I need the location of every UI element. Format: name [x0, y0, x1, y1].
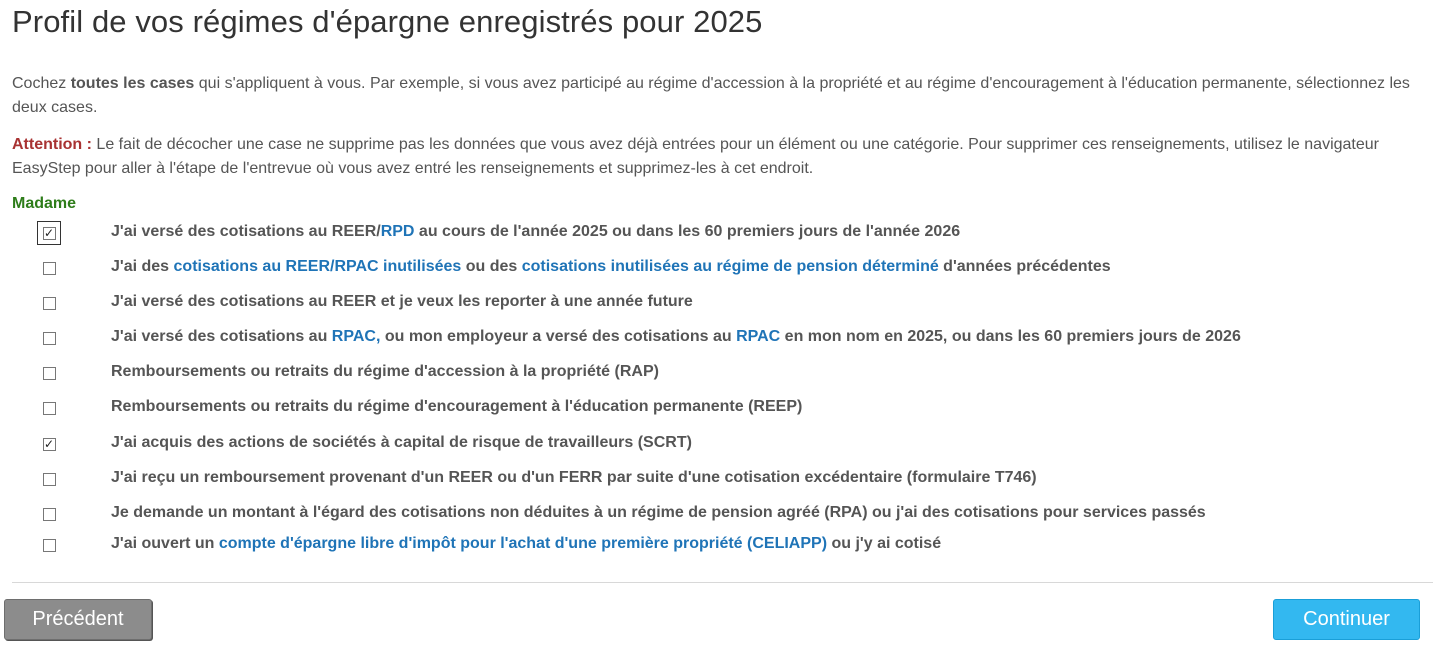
checkbox-wrapper — [37, 533, 61, 557]
option-link[interactable]: RPD — [380, 223, 415, 240]
checkbox-wrapper — [37, 361, 61, 385]
warning-body: Le fait de décocher une case ne supprime pas les données que vous avez déjà entrées pour un élément ou une catégorie. Pour supprimer ces renseignements, utilisez le navigateur EasyStep pour aller à l'étape de l'entrevue où vous avez entré les renseignements et supprimez-les à cet endroit. — [12, 136, 1379, 177]
intro-pre: Cochez — [12, 75, 71, 92]
checkbox[interactable] — [43, 539, 56, 552]
option-text: Je demande un montant à l'égard des cotisations non déduites à un régime de pension agréé (RPA) ou j'ai des cotisations pour services passés — [111, 504, 1206, 521]
option-row — [12, 394, 1433, 422]
option-text: J'ai acquis des actions de sociétés à capital de risque de travailleurs (SCRT) — [111, 434, 692, 451]
option-link[interactable]: compte d'épargne libre d'impôt pour l'achat d'une première propriété (CELIAPP) — [218, 535, 828, 552]
option-row — [12, 324, 1433, 352]
warning-text — [12, 133, 1433, 181]
option-link[interactable]: cotisations inutilisées au régime de pension déterminé — [521, 258, 939, 275]
option-text: en mon nom en 2025, ou dans les 60 premiers jours de 2026 — [780, 328, 1241, 345]
previous-button[interactable]: Précédent — [4, 599, 152, 640]
divider — [12, 582, 1433, 583]
checkbox-wrapper — [37, 221, 61, 245]
check-icon: ✓ — [43, 437, 55, 451]
option-row — [12, 531, 1433, 559]
warning-label: Attention : — [12, 136, 92, 153]
checkbox-checked[interactable] — [43, 227, 56, 240]
checkbox-wrapper — [37, 502, 61, 526]
option-text: Remboursements ou retraits du régime d'accession à la propriété (RAP) — [111, 363, 659, 380]
continue-button[interactable]: Continuer — [1273, 599, 1420, 640]
checkbox-wrapper — [37, 256, 61, 280]
option-label — [111, 504, 1206, 522]
option-text: ou mon employeur a versé des cotisations au — [380, 328, 737, 345]
option-text: J'ai versé des cotisations au REER/ — [111, 223, 381, 240]
option-text: ou des — [461, 258, 522, 275]
option-text: J'ai versé des cotisations au — [111, 328, 332, 345]
option-text: ou j'y ai cotisé — [827, 535, 942, 552]
checkbox-wrapper — [37, 326, 61, 350]
intro-bold: toutes les cases — [70, 75, 195, 92]
option-link[interactable]: cotisations au REER/RPAC inutilisées — [173, 258, 462, 275]
option-link[interactable]: RPAC — [736, 328, 781, 345]
option-row — [12, 289, 1433, 317]
option-text: J'ai des — [111, 258, 174, 275]
option-label — [111, 535, 941, 553]
option-label — [111, 223, 960, 241]
option-row — [12, 219, 1433, 247]
option-text: d'années précédentes — [938, 258, 1111, 275]
option-label — [111, 469, 1037, 487]
intro-post: qui s'appliquent à vous. Par exemple, si vous avez participé au régime d'accession à la propriété et au régime d'encouragement à l'éducation permanente, sélectionnez les deux cases. — [12, 75, 1410, 116]
checkbox[interactable] — [43, 367, 56, 380]
option-text: au cours de l'année 2025 ou dans les 60 premiers jours de l'année 2026 — [414, 223, 961, 240]
checkbox[interactable] — [43, 473, 56, 486]
option-label — [111, 293, 693, 311]
option-row — [12, 500, 1433, 528]
checkbox-wrapper — [37, 432, 61, 456]
checkbox[interactable] — [43, 508, 56, 521]
checkbox-checked[interactable] — [43, 438, 56, 451]
option-label — [111, 434, 692, 452]
option-text: J'ai reçu un remboursement provenant d'un REER ou d'un FERR par suite d'une cotisation excédentaire (formulaire T746) — [111, 469, 1037, 486]
option-label — [111, 363, 659, 381]
option-label — [111, 258, 1111, 276]
checkbox[interactable] — [43, 262, 56, 275]
checkbox[interactable] — [43, 402, 56, 415]
option-row — [12, 254, 1433, 282]
check-icon: ✓ — [43, 226, 55, 240]
person-heading: Madame — [12, 195, 77, 212]
option-text: J'ai ouvert un — [111, 535, 219, 552]
checkbox[interactable] — [43, 332, 56, 345]
option-label — [111, 328, 1241, 346]
page-title: Profil de vos régimes d'épargne enregistrés pour 2025 — [12, 4, 763, 39]
checkbox-wrapper — [37, 467, 61, 491]
option-row — [12, 430, 1433, 458]
option-link[interactable]: RPAC, — [331, 328, 381, 345]
option-text: J'ai versé des cotisations au REER et je veux les reporter à une année future — [111, 293, 693, 310]
option-text: Remboursements ou retraits du régime d'encouragement à l'éducation permanente (REEP) — [111, 398, 803, 415]
option-label — [111, 398, 802, 416]
intro-text — [12, 72, 1433, 120]
checkbox-wrapper — [37, 396, 61, 420]
option-row — [12, 465, 1433, 493]
checkbox-wrapper — [37, 291, 61, 315]
option-row — [12, 359, 1433, 387]
checkbox[interactable] — [43, 297, 56, 310]
